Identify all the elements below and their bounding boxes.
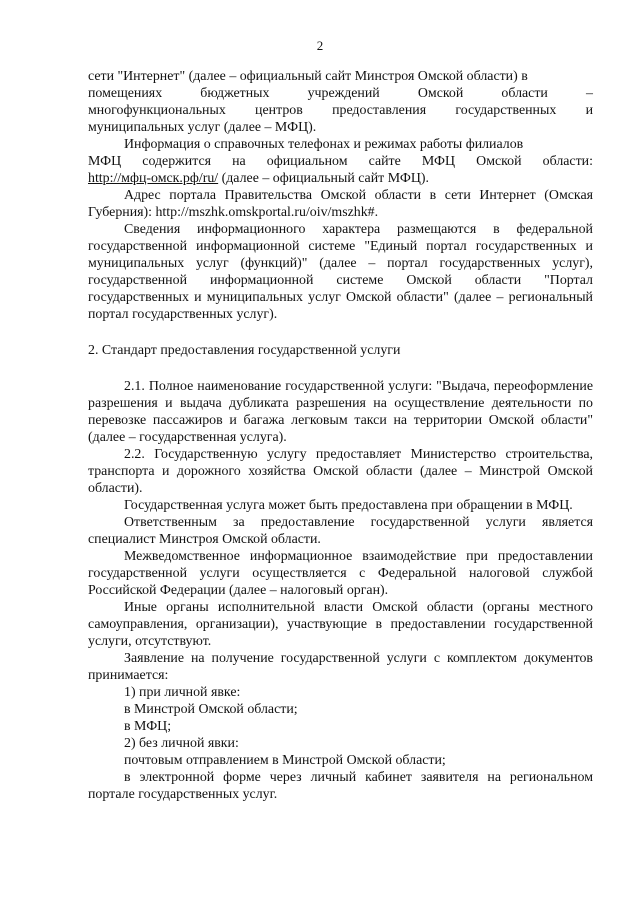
paragraph-responsible: Ответственным за предоставление государственной услуги является специалист Минстроя Омской области.	[88, 515, 593, 547]
mfc-website-link[interactable]: http://мфц-омск.рф/ru/	[88, 171, 219, 186]
list-item: в МФЦ;	[124, 719, 172, 734]
word: области	[501, 86, 548, 101]
word: многофункциональных	[88, 103, 226, 118]
document-body	[88, 68, 593, 803]
text-line: муниципальных услуг (далее – МФЦ).	[88, 120, 317, 135]
word: области:	[542, 154, 593, 169]
page-number: 2	[316, 38, 324, 53]
paragraph-application: Заявление на получение государственной услуги с комплектом документов принимается:	[88, 651, 593, 683]
paragraph-interagency: Межведомственное информационное взаимодействие при предоставлении государственной услуги осуществляется с Федеральной налоговой службой Российской Федерации (далее – налоговый орган).	[88, 549, 593, 598]
text-line: сети "Интернет" (далее – официальный сайт Минстроя Омской области) в	[88, 69, 528, 84]
paragraph-other-bodies: Иные органы исполнительной власти Омской области (органы местного самоуправления, организации), участвующие в предоставлении государственной услуги, отсутствуют.	[88, 600, 593, 649]
list-item: в электронной форме через личный кабинет заявителя на региональном портале государственных услуг.	[88, 770, 593, 802]
paragraph-website-continuation	[88, 68, 593, 136]
text-line-justified	[88, 102, 593, 119]
paragraph-government-portal: Адрес портала Правительства Омской области в сети Интернет (Омская Губерния): http://mszhk.omskportal.ru/oiv/mszhk#.	[88, 188, 593, 220]
word: предоставления	[332, 103, 427, 118]
text-line: Информация о справочных телефонах и режимах работы филиалов	[124, 137, 524, 152]
word: центров	[255, 103, 303, 118]
list-item: 1) при личной явке:	[124, 685, 241, 700]
list-item: 2) без личной явки:	[124, 736, 239, 751]
section-heading: 2. Стандарт предоставления государственной услуги	[88, 343, 401, 358]
word: Омской	[476, 154, 522, 169]
paragraph-mfc-service: Государственная услуга может быть предоставлена при обращении в МФЦ.	[124, 498, 573, 513]
text-line-justified	[88, 85, 593, 102]
word: на	[232, 154, 246, 169]
word: МФЦ	[88, 154, 122, 169]
word: официальном	[266, 154, 348, 169]
word: государственных	[455, 103, 557, 118]
text-fragment: (далее – официальный сайт МФЦ).	[218, 171, 429, 186]
word: бюджетных	[200, 86, 270, 101]
text-line-justified	[88, 153, 593, 170]
paragraph-federal-system: Сведения информационного характера размещаются в федеральной государственной информационной системе "Единый портал государственных и муниципальных услуг (функций)" (далее – портал государственных услуг), государственной информационной системе Омской области "Портал государственных и муниципальных услуг Омской области" (далее – региональный портал государственных услуг).	[88, 222, 593, 322]
list-item: в Минстрой Омской области;	[124, 702, 298, 717]
word: –	[585, 86, 593, 101]
word: МФЦ	[421, 154, 456, 169]
word: содержится	[142, 154, 211, 169]
word: сайте	[368, 154, 401, 169]
list-item: почтовым отправлением в Минстрой Омской области;	[124, 753, 446, 768]
word: Омской	[417, 86, 464, 101]
word: учреждений	[307, 86, 380, 101]
word: помещениях	[88, 86, 163, 101]
paragraph-2-1: 2.1. Полное наименование государственной услуги: "Выдача, переоформление разрешения и выдача дубликата разрешения на осуществление деятельности по перевозке пассажиров и багажа легковым такси на территории Омской области" (далее – государственная услуга).	[88, 379, 593, 445]
word: и	[585, 103, 593, 118]
paragraph-mfc-info	[88, 136, 593, 187]
text-line	[88, 170, 593, 187]
paragraph-2-2: 2.2. Государственную услугу предоставляет Министерство строительства, транспорта и дорожного хозяйства Омской области (далее – Минстрой Омской области).	[88, 447, 593, 496]
